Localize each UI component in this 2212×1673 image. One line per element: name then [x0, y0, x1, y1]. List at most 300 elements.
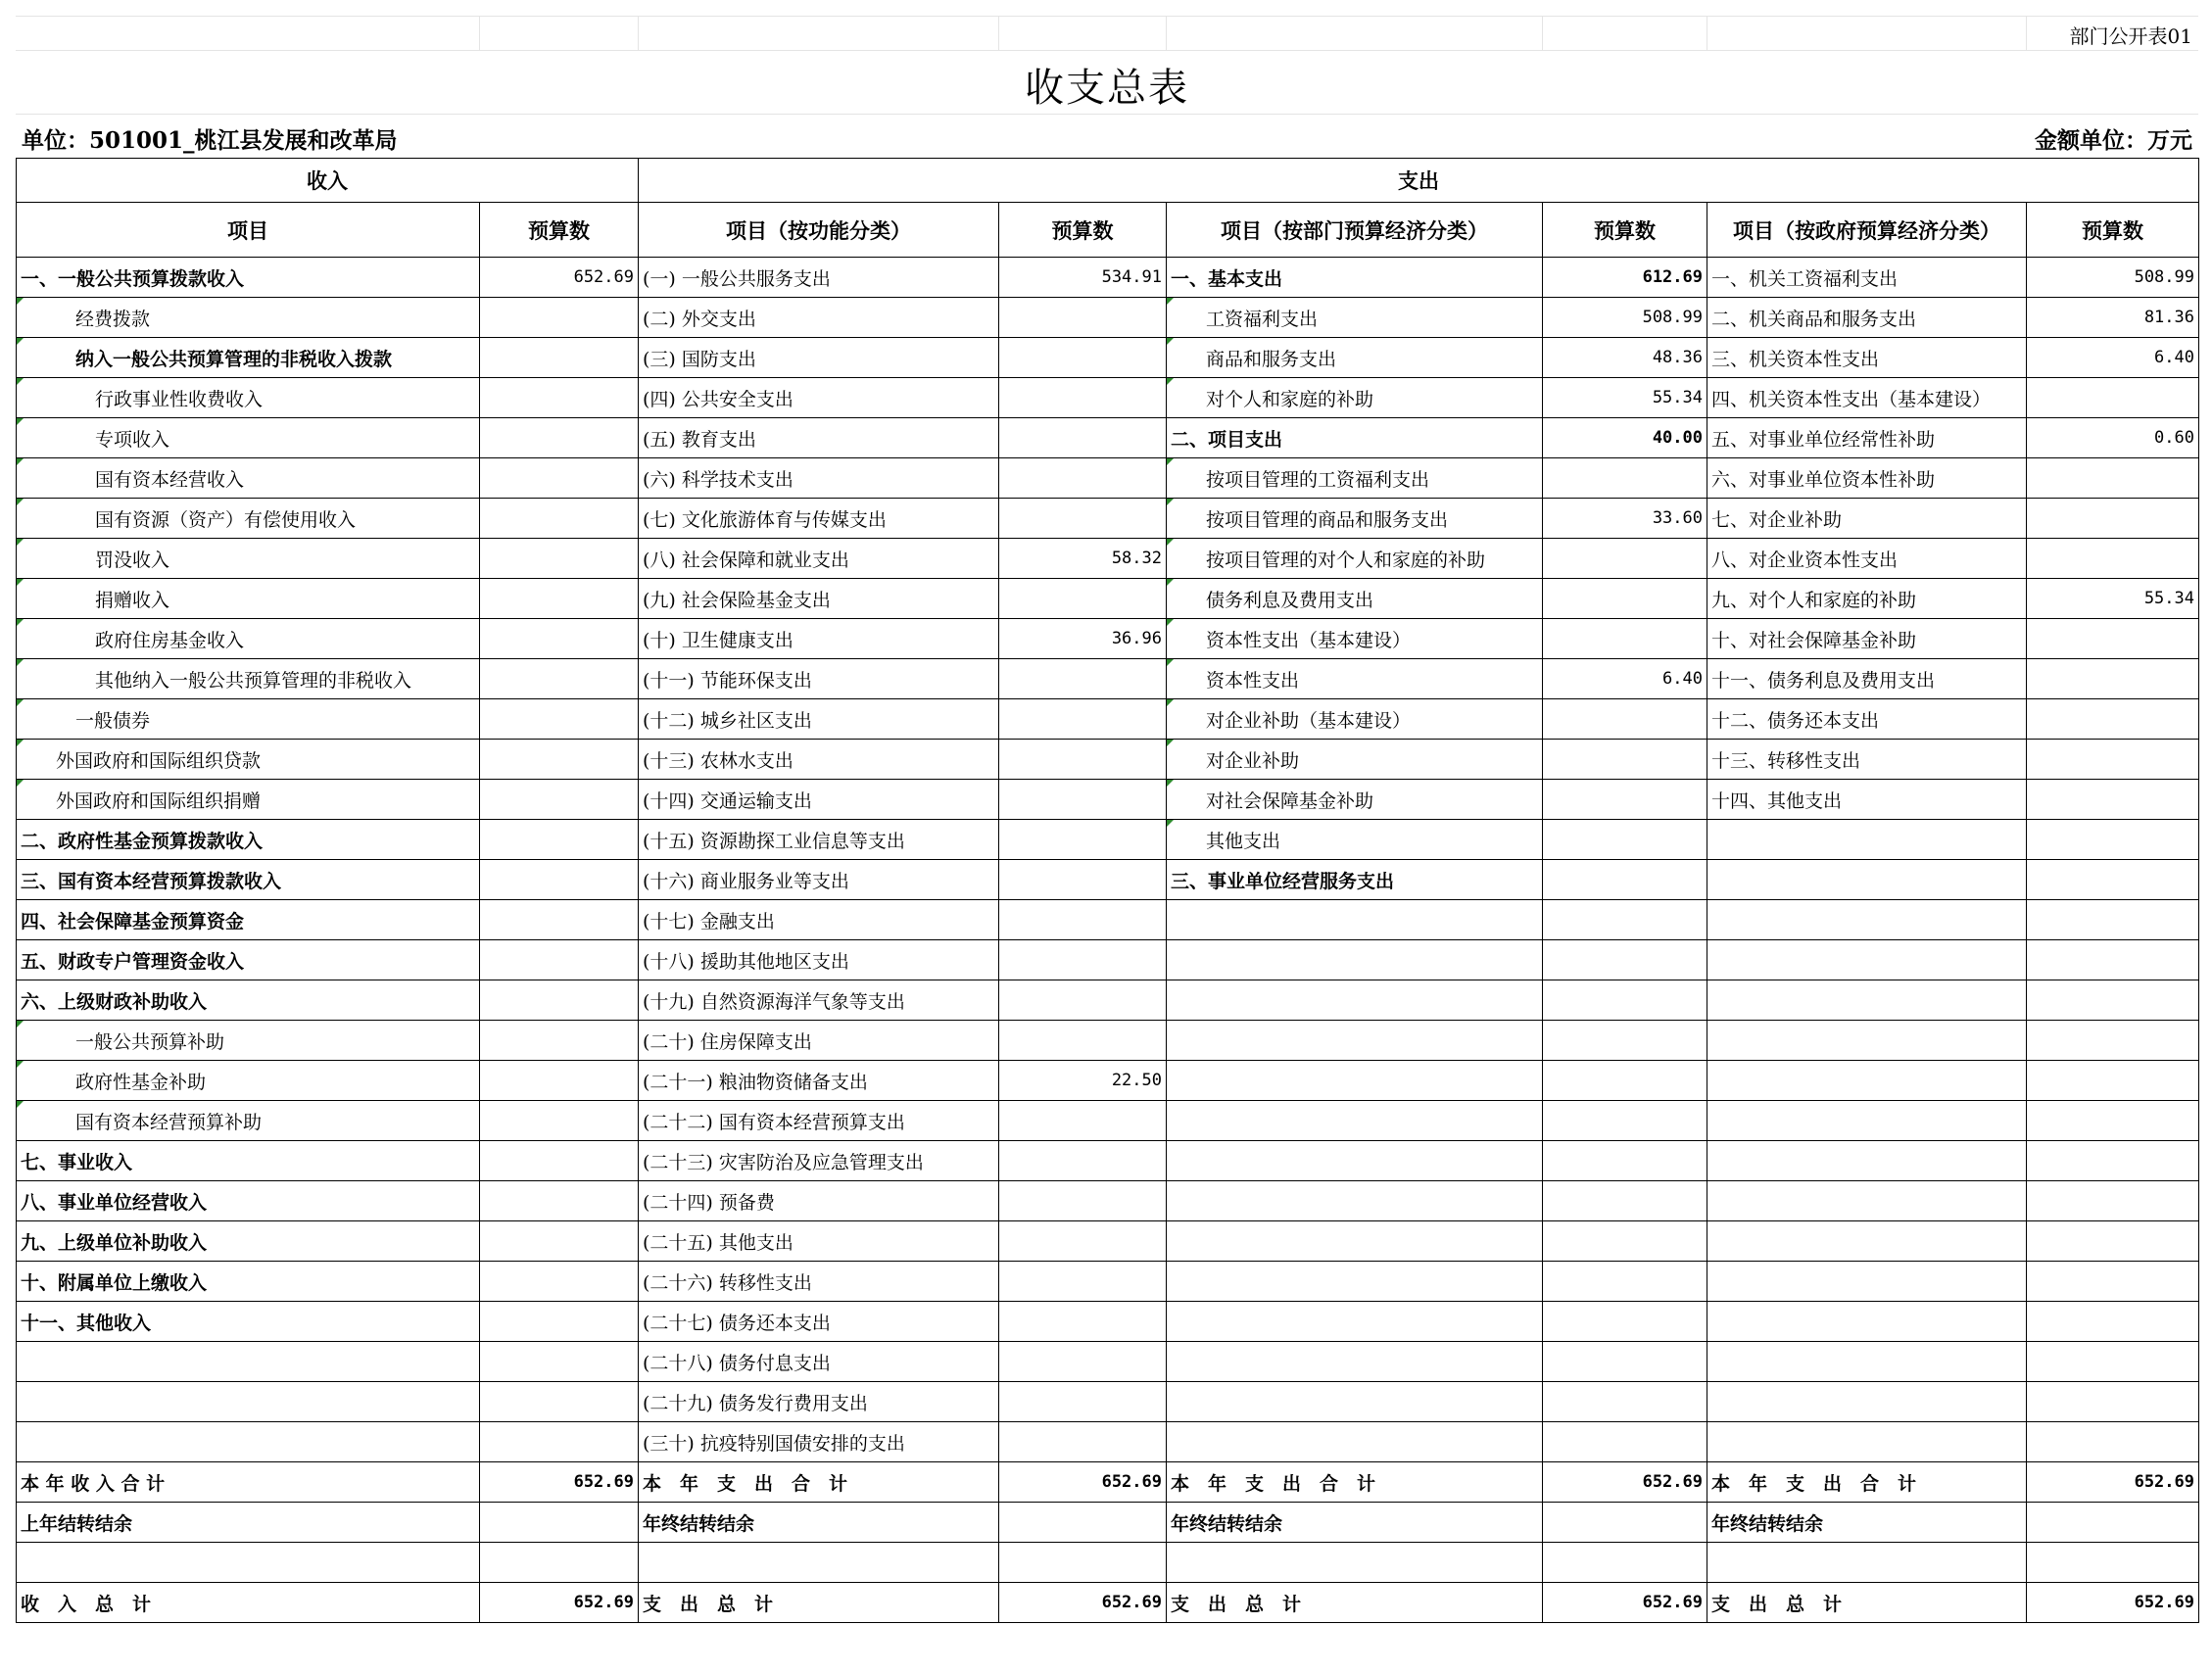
dept-economic-budget-cell: 55.34	[1543, 378, 1707, 418]
dept-economic-item-cell: 年终结转结余	[1167, 1503, 1543, 1543]
gov-economic-budget-cell: 652.69	[2027, 1462, 2199, 1503]
functional-budget-cell: 652.69	[999, 1462, 1167, 1503]
functional-item-cell: (二十五) 其他支出	[639, 1221, 999, 1262]
dept-economic-budget-cell	[1543, 780, 1707, 820]
income-item-cell: 七、事业收入	[17, 1141, 480, 1181]
gov-economic-item-cell: 四、机关资本性支出（基本建设）	[1707, 378, 2027, 418]
gov-economic-item-cell	[1707, 1221, 2027, 1262]
dept-economic-item-cell	[1167, 1422, 1543, 1462]
spreadsheet-sheet	[16, 16, 2198, 1623]
income-budget-cell	[480, 1342, 639, 1382]
gov-economic-budget-cell	[2027, 499, 2199, 539]
income-budget-cell	[480, 1262, 639, 1302]
income-budget-cell	[480, 539, 639, 579]
functional-item-cell: (十) 卫生健康支出	[639, 619, 999, 659]
table-row	[17, 1302, 2199, 1342]
dept-economic-budget-cell	[1543, 1382, 1707, 1422]
dept-economic-budget-cell	[1543, 579, 1707, 619]
income-item-cell: 八、事业单位经营收入	[17, 1181, 480, 1221]
gov-economic-item-cell	[1707, 980, 2027, 1021]
dept-economic-item-cell: 对社会保障基金补助	[1167, 780, 1543, 820]
functional-budget-cell	[999, 1141, 1167, 1181]
table-row	[17, 1221, 2199, 1262]
dept-economic-item-cell	[1167, 940, 1543, 980]
functional-budget-cell	[999, 980, 1167, 1021]
table-row	[17, 1181, 2199, 1221]
functional-budget-cell	[999, 1021, 1167, 1061]
functional-item-cell: (五) 教育支出	[639, 418, 999, 458]
dept-economic-budget-cell	[1543, 820, 1707, 860]
page-title: 收支总表	[1025, 66, 1189, 111]
table-row	[17, 1422, 2199, 1462]
table-row	[17, 1503, 2199, 1543]
functional-item-cell: 支 出 总 计	[639, 1583, 999, 1623]
dept-economic-budget-cell: 652.69	[1543, 1462, 1707, 1503]
col-header-item: 项目	[17, 203, 480, 258]
gov-economic-item-cell: 年终结转结余	[1707, 1503, 2027, 1543]
gov-economic-item-cell: 十一、债务利息及费用支出	[1707, 659, 2027, 699]
gov-economic-item-cell	[1707, 1181, 2027, 1221]
income-item-cell: 行政事业性收费收入	[17, 378, 480, 418]
income-budget-cell	[480, 699, 639, 740]
dept-economic-item-cell: 二、项目支出	[1167, 418, 1543, 458]
dept-economic-budget-cell: 48.36	[1543, 338, 1707, 378]
unit-bar	[16, 115, 2198, 158]
functional-budget-cell	[999, 499, 1167, 539]
dept-economic-item-cell	[1167, 1382, 1543, 1422]
functional-item-cell: (十八) 援助其他地区支出	[639, 940, 999, 980]
table-row	[17, 619, 2199, 659]
income-item-cell: 经费拨款	[17, 298, 480, 338]
income-budget-cell	[480, 1422, 639, 1462]
table-row	[17, 980, 2199, 1021]
income-budget-cell	[480, 1181, 639, 1221]
gov-economic-budget-cell	[2027, 619, 2199, 659]
dept-economic-item-cell: 其他支出	[1167, 820, 1543, 860]
dept-economic-budget-cell	[1543, 1021, 1707, 1061]
gov-economic-item-cell	[1707, 1302, 2027, 1342]
functional-item-cell: (十九) 自然资源海洋气象等支出	[639, 980, 999, 1021]
gov-economic-budget-cell	[2027, 1061, 2199, 1101]
gov-economic-item-cell	[1707, 1422, 2027, 1462]
table-code: 部门公开表01	[2069, 24, 2192, 48]
functional-item-cell: (二十九) 债务发行费用支出	[639, 1382, 999, 1422]
functional-item-cell: (三十) 抗疫特别国债安排的支出	[639, 1422, 999, 1462]
income-budget-cell: 652.69	[480, 1583, 639, 1623]
gov-economic-budget-cell	[2027, 940, 2199, 980]
table-row	[17, 298, 2199, 338]
functional-item-cell: (二十一) 粮油物资储备支出	[639, 1061, 999, 1101]
col-header-budget: 预算数	[480, 203, 639, 258]
income-budget-cell	[480, 619, 639, 659]
table-row	[17, 820, 2199, 860]
income-group-header: 收入	[17, 159, 639, 203]
gov-economic-item-cell: 十、对社会保障基金补助	[1707, 619, 2027, 659]
income-item-cell: 国有资源（资产）有偿使用收入	[17, 499, 480, 539]
table-row	[17, 378, 2199, 418]
gov-economic-budget-cell: 81.36	[2027, 298, 2199, 338]
functional-budget-cell	[999, 579, 1167, 619]
dept-economic-item-cell	[1167, 900, 1543, 940]
gov-economic-item-cell: 五、对事业单位经常性补助	[1707, 418, 2027, 458]
income-item-cell: 国有资本经营预算补助	[17, 1101, 480, 1141]
income-item-cell: 政府住房基金收入	[17, 619, 480, 659]
gov-economic-item-cell: 七、对企业补助	[1707, 499, 2027, 539]
col-header-budget: 预算数	[2027, 203, 2199, 258]
income-item-cell	[17, 1342, 480, 1382]
functional-budget-cell	[999, 1422, 1167, 1462]
col-header-dept-economic-item: 项目（按部门预算经济分类）	[1167, 203, 1543, 258]
dept-economic-budget-cell	[1543, 1141, 1707, 1181]
gov-economic-budget-cell	[2027, 740, 2199, 780]
dept-economic-budget-cell	[1543, 1422, 1707, 1462]
table-body	[17, 258, 2199, 1623]
gov-economic-item-cell	[1707, 1262, 2027, 1302]
income-item-cell: 外国政府和国际组织贷款	[17, 740, 480, 780]
gov-economic-budget-cell	[2027, 1221, 2199, 1262]
functional-item-cell: (二十六) 转移性支出	[639, 1262, 999, 1302]
functional-item-cell: (十四) 交通运输支出	[639, 780, 999, 820]
income-item-cell: 十、附属单位上缴收入	[17, 1262, 480, 1302]
gov-economic-item-cell	[1707, 1101, 2027, 1141]
income-budget-cell	[480, 659, 639, 699]
functional-budget-cell	[999, 378, 1167, 418]
table-row	[17, 258, 2199, 298]
income-item-cell: 外国政府和国际组织捐赠	[17, 780, 480, 820]
dept-economic-budget-cell: 6.40	[1543, 659, 1707, 699]
table-row	[17, 740, 2199, 780]
gov-economic-budget-cell	[2027, 980, 2199, 1021]
income-item-cell: 罚没收入	[17, 539, 480, 579]
income-item-cell: 九、上级单位补助收入	[17, 1221, 480, 1262]
col-header-functional-item: 项目（按功能分类）	[639, 203, 999, 258]
income-item-cell: 国有资本经营收入	[17, 458, 480, 499]
gov-economic-item-cell: 十四、其他支出	[1707, 780, 2027, 820]
gov-economic-budget-cell	[2027, 1262, 2199, 1302]
gov-economic-item-cell: 支 出 总 计	[1707, 1583, 2027, 1623]
gov-economic-budget-cell	[2027, 539, 2199, 579]
functional-budget-cell	[999, 699, 1167, 740]
income-item-cell: 上年结转结余	[17, 1503, 480, 1543]
functional-budget-cell	[999, 860, 1167, 900]
functional-item-cell: (十三) 农林水支出	[639, 740, 999, 780]
gov-economic-budget-cell	[2027, 1021, 2199, 1061]
functional-item-cell: (七) 文化旅游体育与传媒支出	[639, 499, 999, 539]
functional-item-cell: (十二) 城乡社区支出	[639, 699, 999, 740]
functional-budget-cell	[999, 1543, 1167, 1583]
dept-economic-item-cell	[1167, 1302, 1543, 1342]
functional-item-cell: (二十) 住房保障支出	[639, 1021, 999, 1061]
budget-summary-table	[16, 158, 2199, 1623]
table-row	[17, 1101, 2199, 1141]
dept-economic-item-cell: 支 出 总 计	[1167, 1583, 1543, 1623]
top-grid-row	[16, 16, 2198, 50]
functional-item-cell: (四) 公共安全支出	[639, 378, 999, 418]
table-row	[17, 659, 2199, 699]
income-item-cell: 六、上级财政补助收入	[17, 980, 480, 1021]
functional-budget-cell	[999, 820, 1167, 860]
dept-economic-budget-cell	[1543, 1342, 1707, 1382]
functional-budget-cell	[999, 900, 1167, 940]
income-item-cell	[17, 1422, 480, 1462]
dept-economic-item-cell: 资本性支出（基本建设）	[1167, 619, 1543, 659]
gov-economic-budget-cell	[2027, 1342, 2199, 1382]
dept-economic-item-cell: 商品和服务支出	[1167, 338, 1543, 378]
dept-economic-item-cell	[1167, 1061, 1543, 1101]
dept-economic-budget-cell	[1543, 619, 1707, 659]
income-item-cell: 捐赠收入	[17, 579, 480, 619]
gov-economic-budget-cell	[2027, 860, 2199, 900]
table-row	[17, 579, 2199, 619]
income-budget-cell	[480, 378, 639, 418]
table-row	[17, 1583, 2199, 1623]
dept-economic-budget-cell	[1543, 1181, 1707, 1221]
dept-economic-item-cell: 一、基本支出	[1167, 258, 1543, 298]
title-bar	[16, 50, 2198, 115]
income-item-cell: 二、政府性基金预算拨款收入	[17, 820, 480, 860]
gov-economic-budget-cell	[2027, 1141, 2199, 1181]
gov-economic-budget-cell	[2027, 1503, 2199, 1543]
income-budget-cell	[480, 1021, 639, 1061]
table-row	[17, 1462, 2199, 1503]
functional-budget-cell	[999, 338, 1167, 378]
income-budget-cell	[480, 338, 639, 378]
income-budget-cell	[480, 458, 639, 499]
gov-economic-budget-cell	[2027, 1101, 2199, 1141]
income-budget-cell	[480, 1101, 639, 1141]
table-row	[17, 780, 2199, 820]
table-row	[17, 1061, 2199, 1101]
gov-economic-budget-cell	[2027, 1382, 2199, 1422]
functional-budget-cell	[999, 780, 1167, 820]
dept-economic-item-cell	[1167, 1221, 1543, 1262]
dept-economic-item-cell: 债务利息及费用支出	[1167, 579, 1543, 619]
table-row	[17, 940, 2199, 980]
dept-economic-budget-cell	[1543, 1221, 1707, 1262]
table-row	[17, 699, 2199, 740]
functional-budget-cell	[999, 1342, 1167, 1382]
gov-economic-item-cell	[1707, 1061, 2027, 1101]
table-row	[17, 860, 2199, 900]
functional-item-cell: (三) 国防支出	[639, 338, 999, 378]
functional-budget-cell	[999, 1101, 1167, 1141]
dept-economic-budget-cell	[1543, 940, 1707, 980]
gov-economic-budget-cell	[2027, 699, 2199, 740]
dept-economic-item-cell: 资本性支出	[1167, 659, 1543, 699]
dept-economic-item-cell	[1167, 1021, 1543, 1061]
functional-item-cell: (十一) 节能环保支出	[639, 659, 999, 699]
income-budget-cell: 652.69	[480, 1462, 639, 1503]
dept-economic-item-cell: 按项目管理的商品和服务支出	[1167, 499, 1543, 539]
dept-economic-budget-cell	[1543, 1061, 1707, 1101]
gov-economic-item-cell: 十三、转移性支出	[1707, 740, 2027, 780]
dept-economic-item-cell: 按项目管理的对个人和家庭的补助	[1167, 539, 1543, 579]
income-budget-cell	[480, 1061, 639, 1101]
table-row	[17, 1141, 2199, 1181]
dept-economic-budget-cell	[1543, 458, 1707, 499]
gov-economic-item-cell	[1707, 820, 2027, 860]
dept-economic-item-cell: 对企业补助（基本建设）	[1167, 699, 1543, 740]
functional-budget-cell: 36.96	[999, 619, 1167, 659]
dept-economic-item-cell	[1167, 1101, 1543, 1141]
functional-item-cell: (六) 科学技术支出	[639, 458, 999, 499]
functional-item-cell: (十七) 金融支出	[639, 900, 999, 940]
gov-economic-budget-cell	[2027, 1543, 2199, 1583]
gov-economic-budget-cell: 6.40	[2027, 338, 2199, 378]
dept-economic-budget-cell	[1543, 740, 1707, 780]
income-item-cell: 一般债券	[17, 699, 480, 740]
table-row	[17, 338, 2199, 378]
dept-economic-budget-cell: 40.00	[1543, 418, 1707, 458]
dept-economic-budget-cell: 612.69	[1543, 258, 1707, 298]
functional-item-cell: (十五) 资源勘探工业信息等支出	[639, 820, 999, 860]
functional-item-cell: (二十七) 债务还本支出	[639, 1302, 999, 1342]
gov-economic-item-cell	[1707, 1382, 2027, 1422]
functional-item-cell: (二十八) 债务付息支出	[639, 1342, 999, 1382]
gov-economic-item-cell	[1707, 1342, 2027, 1382]
gov-economic-item-cell	[1707, 860, 2027, 900]
gov-economic-item-cell	[1707, 940, 2027, 980]
income-item-cell: 十一、其他收入	[17, 1302, 480, 1342]
income-budget-cell	[480, 298, 639, 338]
income-budget-cell	[480, 780, 639, 820]
functional-budget-cell	[999, 1503, 1167, 1543]
gov-economic-item-cell: 九、对个人和家庭的补助	[1707, 579, 2027, 619]
dept-economic-budget-cell	[1543, 1262, 1707, 1302]
dept-economic-item-cell	[1167, 1342, 1543, 1382]
column-header-row	[17, 203, 2199, 258]
gov-economic-item-cell: 二、机关商品和服务支出	[1707, 298, 2027, 338]
gov-economic-budget-cell: 0.60	[2027, 418, 2199, 458]
income-item-cell: 专项收入	[17, 418, 480, 458]
col-header-budget: 预算数	[999, 203, 1167, 258]
unit-label: 单位：501001_桃江县发展和改革局	[22, 127, 398, 154]
table-row	[17, 418, 2199, 458]
gov-economic-item-cell	[1707, 900, 2027, 940]
dept-economic-budget-cell	[1543, 980, 1707, 1021]
functional-item-cell: (二) 外交支出	[639, 298, 999, 338]
income-item-cell: 一、一般公共预算拨款收入	[17, 258, 480, 298]
income-item-cell: 政府性基金补助	[17, 1061, 480, 1101]
income-item-cell: 一般公共预算补助	[17, 1021, 480, 1061]
dept-economic-item-cell	[1167, 1543, 1543, 1583]
gov-economic-budget-cell	[2027, 1302, 2199, 1342]
income-budget-cell	[480, 499, 639, 539]
dept-economic-budget-cell	[1543, 699, 1707, 740]
gov-economic-item-cell: 一、机关工资福利支出	[1707, 258, 2027, 298]
dept-economic-budget-cell	[1543, 1302, 1707, 1342]
functional-budget-cell	[999, 458, 1167, 499]
functional-item-cell: 年终结转结余	[639, 1503, 999, 1543]
income-budget-cell	[480, 418, 639, 458]
gov-economic-item-cell: 三、机关资本性支出	[1707, 338, 2027, 378]
gov-economic-item-cell: 本 年 支 出 合 计	[1707, 1462, 2027, 1503]
functional-item-cell: (二十四) 预备费	[639, 1181, 999, 1221]
income-item-cell: 收 入 总 计	[17, 1583, 480, 1623]
dept-economic-budget-cell	[1543, 539, 1707, 579]
functional-item-cell: 本 年 支 出 合 计	[639, 1462, 999, 1503]
amount-unit-label: 金额单位：万元	[2035, 127, 2192, 154]
functional-item-cell: (二十二) 国有资本经营预算支出	[639, 1101, 999, 1141]
gov-economic-budget-cell	[2027, 1422, 2199, 1462]
income-budget-cell	[480, 860, 639, 900]
functional-item-cell: (一) 一般公共服务支出	[639, 258, 999, 298]
col-header-budget: 预算数	[1543, 203, 1707, 258]
income-budget-cell	[480, 579, 639, 619]
table-row	[17, 499, 2199, 539]
income-budget-cell	[480, 1543, 639, 1583]
functional-budget-cell: 22.50	[999, 1061, 1167, 1101]
functional-budget-cell	[999, 1181, 1167, 1221]
income-item-cell: 本 年 收 入 合 计	[17, 1462, 480, 1503]
functional-item-cell: (二十三) 灾害防治及应急管理支出	[639, 1141, 999, 1181]
functional-budget-cell: 652.69	[999, 1583, 1167, 1623]
functional-item-cell	[639, 1543, 999, 1583]
expense-group-header: 支出	[639, 159, 2199, 203]
dept-economic-budget-cell	[1543, 1101, 1707, 1141]
dept-economic-item-cell: 对企业补助	[1167, 740, 1543, 780]
gov-economic-budget-cell: 652.69	[2027, 1583, 2199, 1623]
gov-economic-budget-cell: 55.34	[2027, 579, 2199, 619]
dept-economic-budget-cell	[1543, 1503, 1707, 1543]
table-row	[17, 1382, 2199, 1422]
gov-economic-item-cell	[1707, 1543, 2027, 1583]
table-row	[17, 1021, 2199, 1061]
functional-budget-cell	[999, 298, 1167, 338]
income-budget-cell	[480, 740, 639, 780]
dept-economic-budget-cell: 508.99	[1543, 298, 1707, 338]
table-row	[17, 539, 2199, 579]
functional-item-cell: (八) 社会保障和就业支出	[639, 539, 999, 579]
functional-budget-cell	[999, 1382, 1167, 1422]
income-item-cell: 其他纳入一般公共预算管理的非税收入	[17, 659, 480, 699]
gov-economic-budget-cell	[2027, 1181, 2199, 1221]
income-item-cell	[17, 1382, 480, 1422]
dept-economic-item-cell: 对个人和家庭的补助	[1167, 378, 1543, 418]
income-budget-cell	[480, 820, 639, 860]
income-budget-cell	[480, 1141, 639, 1181]
gov-economic-item-cell: 八、对企业资本性支出	[1707, 539, 2027, 579]
income-budget-cell	[480, 1382, 639, 1422]
table-row	[17, 458, 2199, 499]
table-row	[17, 1262, 2199, 1302]
table-row	[17, 1342, 2199, 1382]
functional-budget-cell	[999, 418, 1167, 458]
gov-economic-item-cell: 十二、债务还本支出	[1707, 699, 2027, 740]
gov-economic-budget-cell	[2027, 659, 2199, 699]
functional-item-cell: (九) 社会保险基金支出	[639, 579, 999, 619]
functional-budget-cell	[999, 740, 1167, 780]
dept-economic-item-cell	[1167, 1141, 1543, 1181]
gov-economic-budget-cell	[2027, 458, 2199, 499]
income-budget-cell	[480, 940, 639, 980]
col-header-gov-economic-item: 项目（按政府预算经济分类）	[1707, 203, 2027, 258]
group-header-row	[17, 159, 2199, 203]
dept-economic-item-cell	[1167, 980, 1543, 1021]
income-budget-cell	[480, 1302, 639, 1342]
income-item-cell	[17, 1543, 480, 1583]
dept-economic-budget-cell	[1543, 1543, 1707, 1583]
dept-economic-budget-cell: 652.69	[1543, 1583, 1707, 1623]
dept-economic-item-cell: 本 年 支 出 合 计	[1167, 1462, 1543, 1503]
income-budget-cell	[480, 900, 639, 940]
gov-economic-budget-cell	[2027, 820, 2199, 860]
income-budget-cell	[480, 980, 639, 1021]
income-item-cell: 三、国有资本经营预算拨款收入	[17, 860, 480, 900]
functional-budget-cell	[999, 659, 1167, 699]
functional-budget-cell	[999, 1302, 1167, 1342]
gov-economic-item-cell	[1707, 1021, 2027, 1061]
